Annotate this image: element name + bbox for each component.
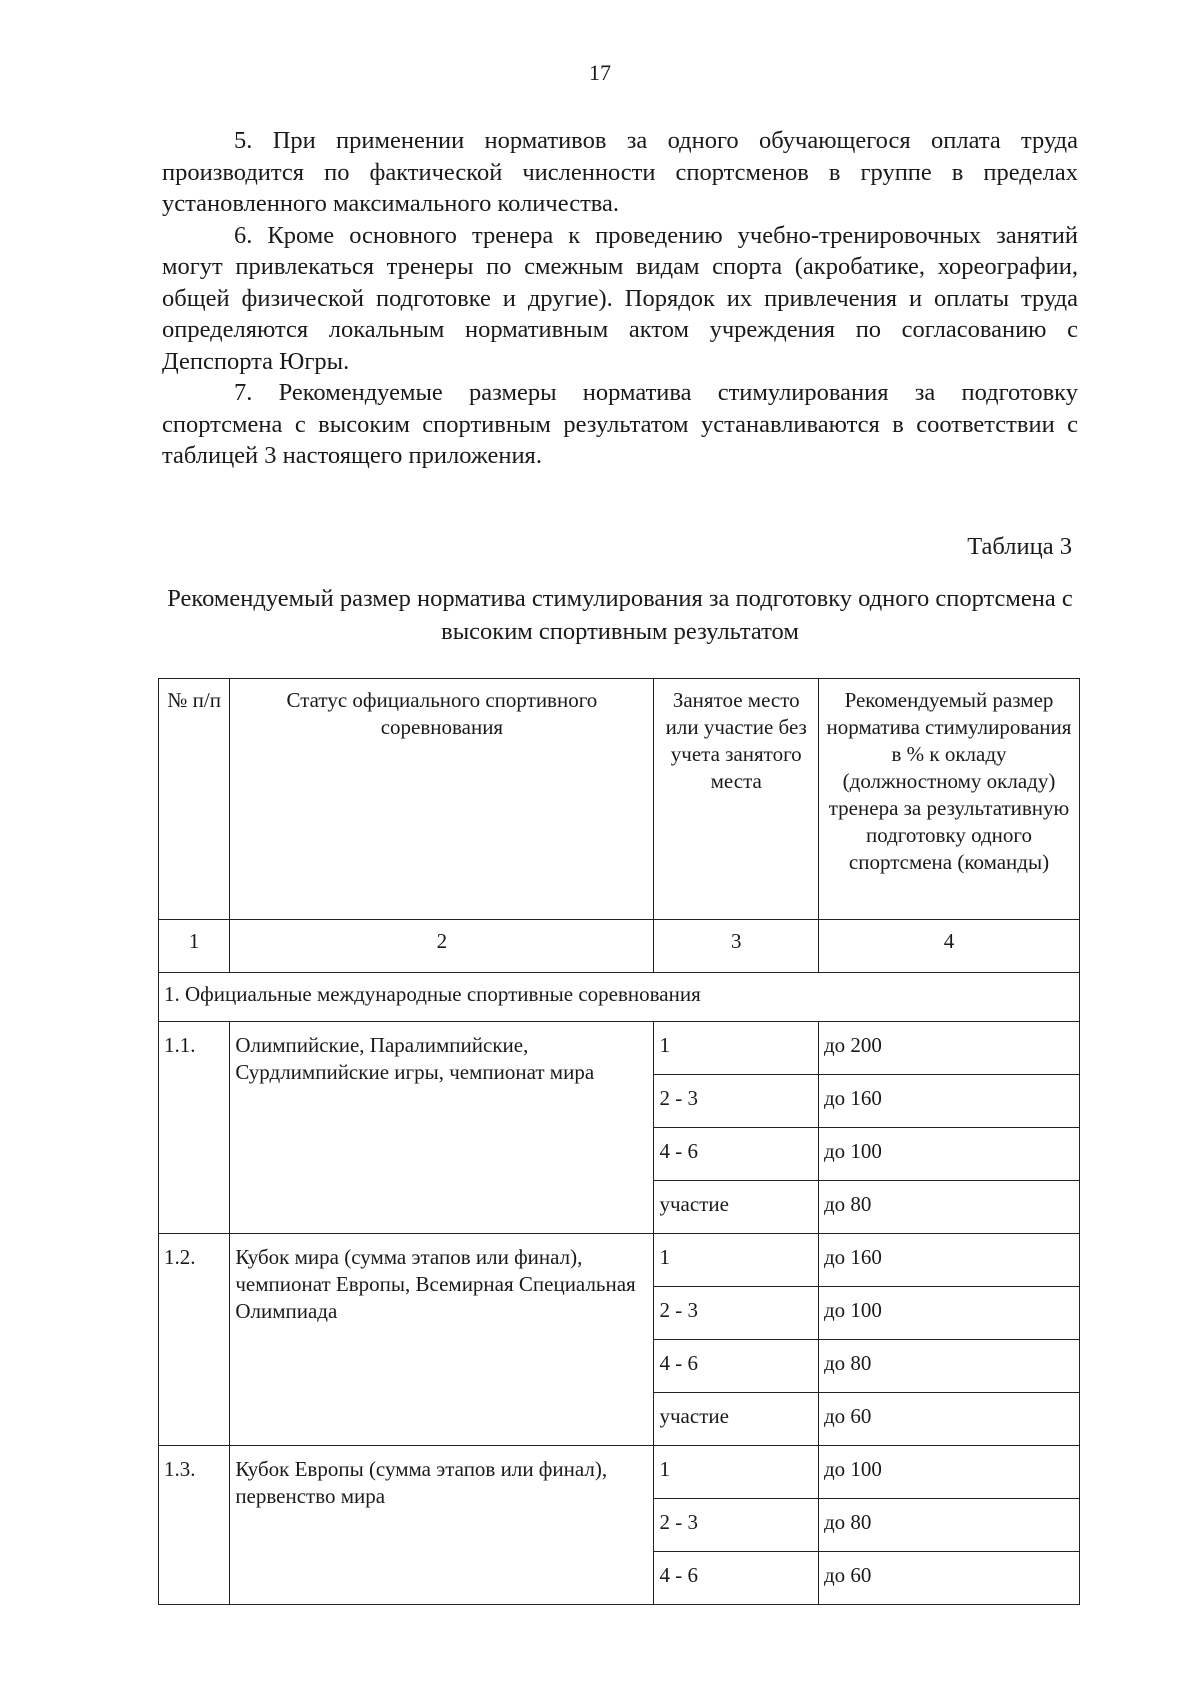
place-cell: 2 - 3 xyxy=(654,1075,819,1128)
table-section-row xyxy=(159,973,1080,1022)
norm-cell: до 160 xyxy=(819,1234,1080,1287)
body-text xyxy=(162,125,1078,472)
paragraph-6: 6. Кроме основного тренера к проведению учебно-тренировочных занятий могут привлекаться тренеры по смежным видам спорта (акробатике, хореографии, общей физической подготовке и другие). Порядок их привлечения и оплаты труда определяются локальным нормативным актом учреждения по согласованию с Депспорта Югры. xyxy=(162,221,1078,375)
table-column-numbers-row xyxy=(159,920,1080,973)
norm-cell: до 80 xyxy=(819,1499,1080,1552)
row-number: 1.1. xyxy=(159,1022,230,1234)
table-label: Таблица 3 xyxy=(967,533,1072,560)
paragraph-5: 5. При применении нормативов за одного обучающегося оплата труда производится по фактической численности спортсменов в группе в пределах установленного максимального количества. xyxy=(162,127,1078,217)
header-num: № п/п xyxy=(159,679,230,920)
place-cell: 4 - 6 xyxy=(654,1128,819,1181)
norm-cell: до 100 xyxy=(819,1128,1080,1181)
column-number-1: 1 xyxy=(159,920,230,973)
row-number: 1.2. xyxy=(159,1234,230,1446)
place-cell: 4 - 6 xyxy=(654,1340,819,1393)
table-row xyxy=(159,1446,1080,1499)
competition-status: Кубок Европы (сумма этапов или финал), первенство мира xyxy=(230,1446,654,1605)
norm-table xyxy=(158,678,1080,1605)
header-status: Статус официального спортивного соревнования xyxy=(230,679,654,920)
place-cell: 1 xyxy=(654,1234,819,1287)
place-cell: участие xyxy=(654,1393,819,1446)
place-cell: участие xyxy=(654,1181,819,1234)
section-title: 1. Официальные международные спортивные соревнования xyxy=(159,973,1080,1022)
paragraph-7: 7. Рекомендуемые размеры норматива стимулирования за подготовку спортсмена с высоким спортивным результатом устанавливаются в соответствии с таблицей 3 настоящего приложения. xyxy=(162,379,1078,469)
column-number-2: 2 xyxy=(230,920,654,973)
norm-cell: до 100 xyxy=(819,1446,1080,1499)
row-number: 1.3. xyxy=(159,1446,230,1605)
norm-cell: до 80 xyxy=(819,1181,1080,1234)
column-number-4: 4 xyxy=(819,920,1080,973)
norm-cell: до 60 xyxy=(819,1552,1080,1605)
header-norm: Рекомендуемый размер норматива стимулирования в % к окладу (должностному окладу) тренера за результативную подготовку одного спортсмена (команды) xyxy=(819,679,1080,920)
norm-cell: до 60 xyxy=(819,1393,1080,1446)
competition-status: Олимпийские, Паралимпийские, Сурдлимпийские игры, чемпионат мира xyxy=(230,1022,654,1234)
norm-cell: до 200 xyxy=(819,1022,1080,1075)
table-row xyxy=(159,1234,1080,1287)
column-number-3: 3 xyxy=(654,920,819,973)
table-title: Рекомендуемый размер норматива стимулирования за подготовку одного спортсмена с высоким спортивным результатом xyxy=(167,585,1073,645)
norm-table-body xyxy=(159,679,1080,1605)
place-cell: 2 - 3 xyxy=(654,1499,819,1552)
place-cell: 1 xyxy=(654,1022,819,1075)
table-header-row xyxy=(159,679,1080,920)
header-place: Занятое место или участие без учета занятого места xyxy=(654,679,819,920)
place-cell: 4 - 6 xyxy=(654,1552,819,1605)
norm-cell: до 100 xyxy=(819,1287,1080,1340)
page-number: 17 xyxy=(589,60,611,85)
norm-cell: до 80 xyxy=(819,1340,1080,1393)
norm-cell: до 160 xyxy=(819,1075,1080,1128)
competition-status: Кубок мира (сумма этапов или финал), чемпионат Европы, Всемирная Специальная Олимпиада xyxy=(230,1234,654,1446)
table-row xyxy=(159,1022,1080,1075)
place-cell: 1 xyxy=(654,1446,819,1499)
place-cell: 2 - 3 xyxy=(654,1287,819,1340)
